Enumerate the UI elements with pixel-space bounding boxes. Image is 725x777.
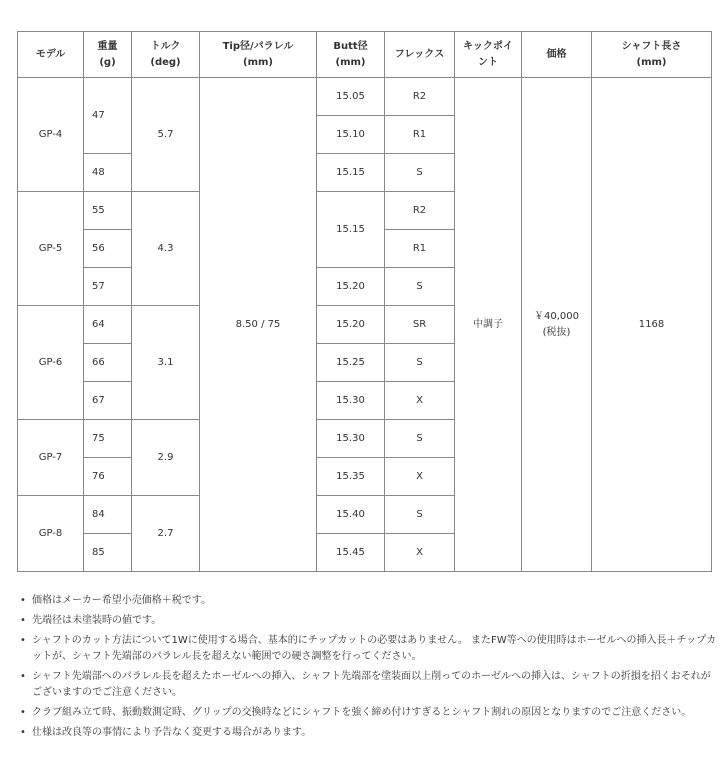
note-item [17,613,717,629]
bullet-icon: • [20,595,26,606]
note-item [17,705,717,721]
torque-cell: 5.7 [132,78,200,192]
torque-cell: 3.1 [132,306,200,420]
butt-cell: 15.40 [317,496,385,534]
model-cell: GP-7 [18,420,84,496]
notes-list [17,593,717,745]
flex-cell: X [385,458,455,496]
butt-cell: 15.25 [317,344,385,382]
butt-cell: 15.35 [317,458,385,496]
weight-cell: 47 [84,78,132,154]
note-item [17,633,717,665]
note-text: シャフト先端部へのパラレル長を超えたホーゼルへの挿入、シャフト先端部を塗装面以上削ってのホーゼルへの挿入は、シャフトの折損を招くおそれがございますのでご注意ください。 [32,671,711,698]
bullet-icon: • [20,671,26,682]
butt-cell: 15.45 [317,534,385,572]
header-torque: トルク (deg) [132,32,200,78]
torque-cell: 4.3 [132,192,200,306]
flex-cell: X [385,534,455,572]
note-text: シャフトのカット方法について1Wに使用する場合、基本的にチップカットの必要はありません。 またFW等への使用時はホーゼルへの挿入長＋チップカットが、シャフト先端部のパラレル長を超えない範囲での硬さ調整を行ってください。 [32,635,717,662]
header-weight: 重量 (g) [84,32,132,78]
header-price: 価格 [522,32,592,78]
flex-cell: R2 [385,78,455,116]
tip-parallel-cell: 8.50 / 75 [200,78,317,572]
header-model: モデル [18,32,84,78]
price-tax-note: (税抜) [542,326,571,338]
note-item [17,725,717,741]
butt-cell: 15.15 [317,192,385,268]
flex-cell: S [385,268,455,306]
flex-cell: S [385,496,455,534]
weight-cell: 56 [84,230,132,268]
weight-cell: 64 [84,306,132,344]
shaft-length-cell: 1168 [592,78,712,572]
note-text: クラブ組み立て時、振動数測定時、グリップの交換時などにシャフトを強く締め付けすぎるとシャフト割れの原因となりますのでご注意ください。 [32,707,692,718]
header-tip-parallel: Tip径/パラレル (mm) [200,32,317,78]
shaft-spec-table [17,31,712,572]
note-text: 価格はメーカー希望小売価格＋税です。 [32,595,211,606]
flex-cell: R1 [385,116,455,154]
weight-cell: 57 [84,268,132,306]
model-cell: GP-8 [18,496,84,572]
flex-cell: S [385,420,455,458]
flex-cell: S [385,154,455,192]
butt-cell: 15.30 [317,420,385,458]
weight-cell: 76 [84,458,132,496]
weight-cell: 75 [84,420,132,458]
butt-cell: 15.05 [317,78,385,116]
flex-cell: S [385,344,455,382]
note-text: 仕様は改良等の事情により予告なく変更する場合があります。 [32,727,312,738]
header-flex: フレックス [385,32,455,78]
torque-cell: 2.9 [132,420,200,496]
butt-cell: 15.20 [317,268,385,306]
model-cell: GP-4 [18,78,84,192]
weight-cell: 84 [84,496,132,534]
weight-cell: 66 [84,344,132,382]
bullet-icon: • [20,635,26,646]
model-cell: GP-5 [18,192,84,306]
kickpoint-cell: 中調子 [455,78,522,572]
table-row [18,78,712,116]
price-cell [522,78,592,572]
note-item [17,669,717,701]
weight-cell: 48 [84,154,132,192]
butt-cell: 15.20 [317,306,385,344]
weight-cell: 55 [84,192,132,230]
price-value: ￥40,000 [534,310,579,322]
torque-cell: 2.7 [132,496,200,572]
note-text: 先端径は未塗装時の値です。 [32,615,162,626]
flex-cell: SR [385,306,455,344]
butt-cell: 15.10 [317,116,385,154]
flex-cell: R1 [385,230,455,268]
weight-cell: 85 [84,534,132,572]
header-shaft-length: シャフト長さ (mm) [592,32,712,78]
bullet-icon: • [20,707,26,718]
model-cell: GP-6 [18,306,84,420]
butt-cell: 15.15 [317,154,385,192]
header-butt: Butt径 (mm) [317,32,385,78]
flex-cell: X [385,382,455,420]
bullet-icon: • [20,727,26,738]
butt-cell: 15.30 [317,382,385,420]
table-header-row [18,32,712,78]
note-item [17,593,717,609]
weight-cell: 67 [84,382,132,420]
header-kickpoint: キックポイ ント [455,32,522,78]
bullet-icon: • [20,615,26,626]
flex-cell: R2 [385,192,455,230]
